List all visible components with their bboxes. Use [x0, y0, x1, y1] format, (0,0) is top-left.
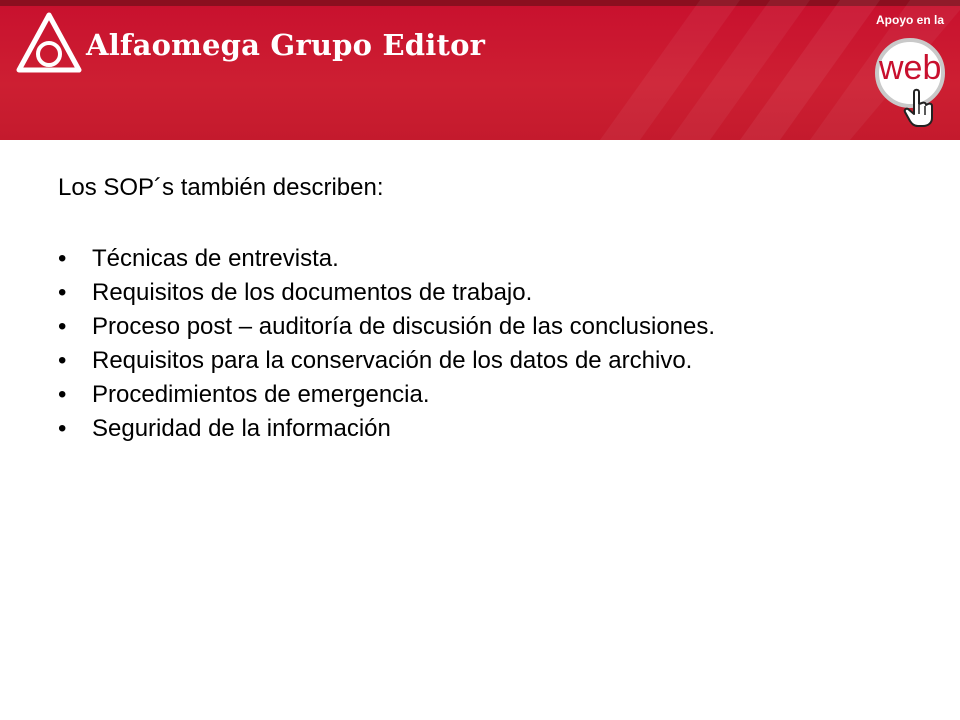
bullet-glyph: • [58, 347, 67, 374]
alfaomega-logo-icon [14, 12, 84, 76]
web-badge-caption: Apoyo en la [876, 13, 945, 27]
slide-content [58, 170, 938, 446]
list-item-text: Técnicas de entrevista. [92, 245, 339, 272]
bullet-glyph: • [58, 381, 67, 408]
bullet-glyph: • [58, 245, 67, 272]
list-item [58, 276, 938, 310]
bullet-glyph: • [58, 279, 67, 306]
list-item-text: Requisitos para la conservación de los datos de archivo. [92, 347, 693, 374]
bullet-glyph: • [58, 415, 67, 442]
list-item [58, 310, 938, 344]
list-item [58, 344, 938, 378]
bullet-glyph: • [58, 313, 67, 340]
header-decoration [0, 0, 960, 140]
list-item-text: Proceso post – auditoría de discusión de las conclusiones. [92, 313, 716, 340]
list-item-text: Procedimientos de emergencia. [92, 381, 430, 408]
brand-name: Alfaomega Grupo Editor [86, 28, 486, 62]
list-item-text: Requisitos de los documentos de trabajo. [92, 279, 533, 306]
bullet-list [58, 242, 938, 446]
list-item [58, 378, 938, 412]
pointing-hand-icon [902, 88, 936, 128]
intro-text: Los SOP´s también describen: [58, 174, 384, 201]
list-item [58, 242, 938, 276]
web-badge-word: web [879, 49, 942, 87]
header-band [0, 0, 960, 140]
list-item-text: Seguridad de la información [92, 415, 391, 442]
list-item [58, 412, 938, 446]
